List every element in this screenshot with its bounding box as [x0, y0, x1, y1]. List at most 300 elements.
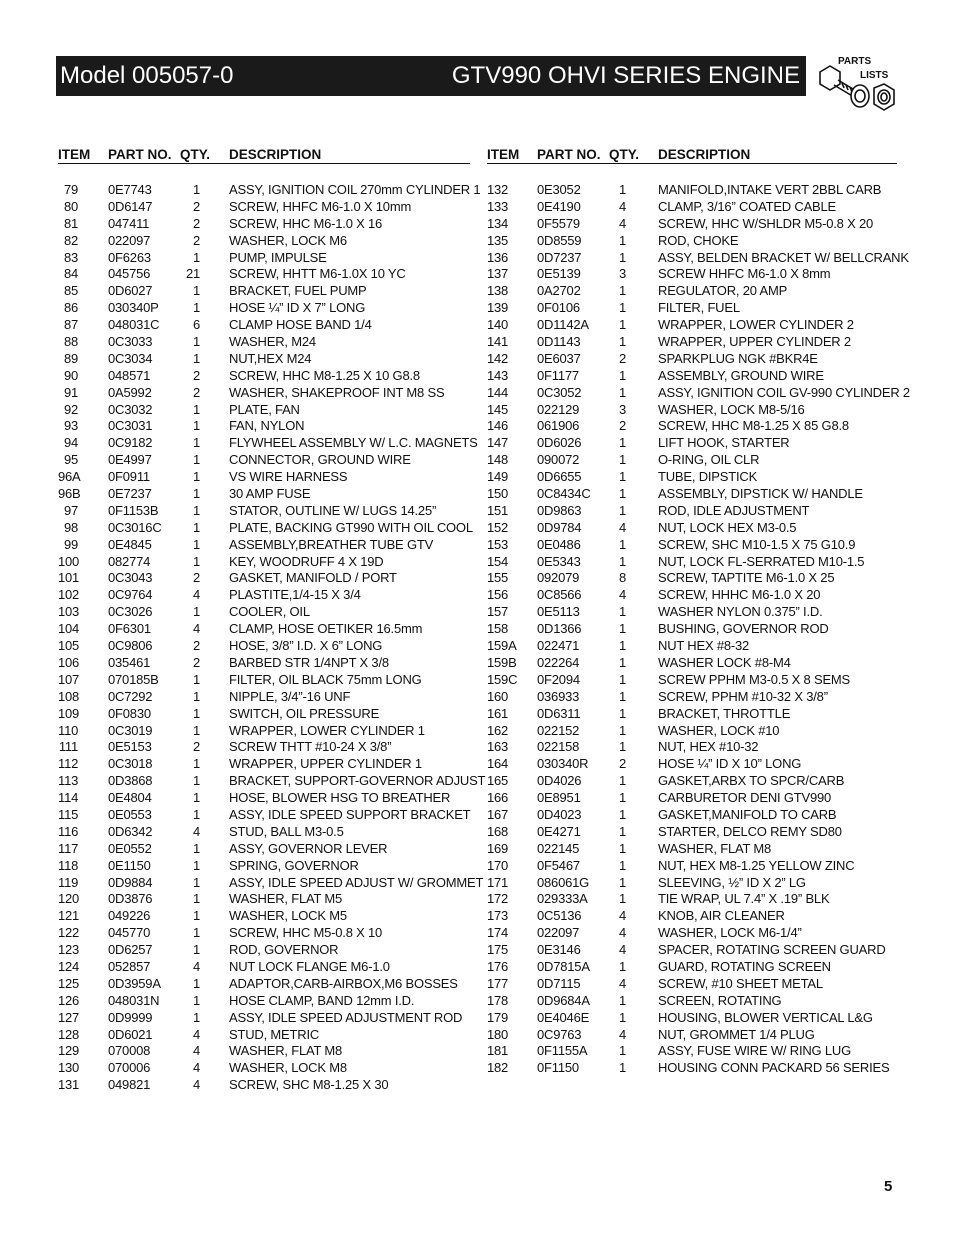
quantity: 2: [192, 570, 200, 586]
quantity: 1: [618, 857, 626, 873]
item-number: 133: [487, 198, 509, 214]
table-row: [487, 655, 897, 672]
table-row: [58, 1027, 470, 1044]
item-number: 175: [487, 942, 509, 958]
part-number: 0E3052: [537, 182, 581, 197]
quantity: 1: [618, 739, 626, 755]
table-row: [58, 402, 470, 419]
description: SCREW, HHC M6-1.0 X 16: [229, 215, 383, 231]
part-number: 022158: [537, 739, 580, 755]
table-row: [58, 1010, 470, 1027]
quantity: 1: [192, 925, 200, 941]
part-number: 070006: [108, 1060, 151, 1076]
part-number: 0D1142A: [537, 317, 589, 333]
description: TUBE, DIPSTICK: [658, 469, 758, 485]
table-row: [487, 452, 897, 469]
part-number: 0D3868: [108, 773, 153, 789]
description: HOSE, 3/8” I.D. X 6” LONG: [229, 638, 383, 654]
description: SCREW, HHC M8-1.25 X 85 G8.8: [658, 418, 849, 434]
item-number: 146: [487, 418, 509, 434]
part-number: 0C3016C: [108, 519, 162, 535]
table-row: [487, 351, 897, 368]
quantity: 1: [618, 367, 626, 383]
part-number: 0C3052: [537, 384, 582, 400]
item-number: 140: [487, 317, 509, 333]
table-row: [58, 706, 470, 723]
quantity: 4: [618, 519, 626, 535]
quantity: 1: [192, 891, 200, 907]
description: SCREW, #10 SHEET METAL: [658, 975, 823, 991]
table-row: [58, 233, 470, 250]
item-number: 131: [58, 1077, 80, 1093]
item-number: 122: [58, 925, 80, 941]
item-number: 178: [487, 992, 509, 1008]
description: BARBED STR 1/4NPT X 3/8: [229, 654, 389, 670]
item-number: 160: [487, 688, 509, 704]
item-number: 166: [487, 790, 509, 806]
table-row: [487, 1043, 897, 1060]
part-number: 0E3146: [537, 942, 581, 958]
table-row: [487, 520, 897, 537]
description: HOUSING, BLOWER VERTICAL L&G: [658, 1009, 873, 1025]
part-number: 0C3019: [108, 722, 153, 738]
description: SCREW, HHC M8-1.25 X 10 G8.8: [229, 367, 420, 383]
quantity: 4: [618, 908, 626, 924]
part-number: 0E8951: [537, 790, 581, 806]
table-row: [487, 925, 897, 942]
quantity: 2: [192, 198, 200, 214]
quantity: 1: [618, 654, 626, 670]
table-row: [58, 216, 470, 233]
part-number: 092079: [537, 570, 580, 586]
quantity: 1: [618, 1009, 626, 1025]
item-number: 119: [58, 874, 79, 890]
table-row: [58, 891, 470, 908]
part-number: 0C3018: [108, 756, 153, 772]
description: WRAPPER, LOWER CYLINDER 2: [658, 317, 854, 333]
item-number: 150: [487, 486, 509, 502]
quantity: 1: [618, 182, 626, 197]
quantity: 4: [618, 975, 626, 991]
item-number: 155: [487, 570, 509, 586]
item-number: 157: [487, 604, 509, 620]
quantity: 2: [192, 638, 200, 654]
table-row: [58, 993, 470, 1010]
table-row: [487, 1060, 897, 1077]
table-row: [58, 976, 470, 993]
quantity: 1: [192, 992, 200, 1008]
table-row: [58, 638, 470, 655]
part-number: 049821: [108, 1077, 151, 1093]
description: NUT,HEX M24: [229, 350, 312, 366]
part-number: 0F1153B: [108, 502, 159, 518]
table-row: [58, 942, 470, 959]
table-row: [58, 723, 470, 740]
quantity: 1: [192, 435, 200, 451]
item-number: 79: [63, 182, 78, 197]
part-number: 0E0553: [108, 806, 152, 822]
item-number: 180: [487, 1026, 509, 1042]
quantity: 1: [618, 283, 626, 299]
item-number: 115: [58, 806, 79, 822]
part-number: 0D9784: [537, 519, 582, 535]
part-number: 0E4046E: [537, 1009, 590, 1025]
table-row: [487, 587, 897, 604]
item-number: 89: [63, 350, 78, 366]
table-row: [58, 300, 470, 317]
quantity: 1: [618, 604, 626, 620]
quantity: 21: [186, 266, 201, 282]
part-number: 0C9764: [108, 587, 153, 603]
part-number: 0C3033: [108, 334, 153, 350]
description: CLAMP, 3/16” COATED CABLE: [658, 198, 837, 214]
quantity: 1: [192, 806, 200, 822]
description: ROD, IDLE ADJUSTMENT: [658, 502, 810, 518]
part-number: 0D6257: [108, 942, 153, 958]
description: WRAPPER, UPPER CYLINDER 2: [658, 334, 851, 350]
item-number: 149: [487, 469, 509, 485]
part-number: 0D6147: [108, 198, 153, 214]
table-row: [487, 283, 897, 300]
table-row: [487, 638, 897, 655]
item-number: 153: [487, 536, 509, 552]
description: WASHER LOCK #8-M4: [658, 654, 791, 670]
item-number: 97: [63, 502, 78, 518]
table-row: [58, 959, 470, 976]
description: WASHER, LOCK M6: [229, 232, 347, 248]
item-number: 113: [58, 773, 79, 789]
quantity: 4: [618, 198, 626, 214]
quantity: 2: [192, 384, 200, 400]
quantity: 4: [192, 621, 200, 637]
quantity: 1: [192, 283, 200, 299]
quantity: 4: [192, 587, 200, 603]
item-number: 92: [63, 401, 78, 417]
table-row: [58, 790, 470, 807]
item-number: 83: [63, 249, 78, 265]
item-number: 126: [58, 992, 80, 1008]
item-number: 109: [58, 705, 80, 721]
header-qty: QTY.: [609, 147, 640, 162]
item-number: 125: [58, 975, 80, 991]
part-number: 0E4804: [108, 790, 152, 806]
description: WASHER, LOCK #10: [658, 722, 780, 738]
quantity: 4: [618, 1026, 626, 1042]
part-number: 0D7815A: [537, 958, 590, 974]
description: ASSY, IGNITION COIL GV-990 CYLINDER 2: [658, 384, 910, 400]
part-number: 0E4845: [108, 536, 152, 552]
item-number: 162: [487, 722, 509, 738]
item-number: 132: [487, 182, 509, 197]
table-row: [487, 773, 897, 790]
quantity: 1: [192, 671, 200, 687]
item-number: 86: [63, 300, 78, 316]
item-number: 124: [58, 958, 80, 974]
description: CARBURETOR DENI GTV990: [658, 790, 832, 806]
quantity: 1: [618, 840, 626, 856]
part-number: 022152: [537, 722, 580, 738]
item-number: 177: [487, 975, 509, 991]
description: HOSE CLAMP, BAND 12mm I.D.: [229, 992, 415, 1008]
item-number: 169: [487, 840, 509, 856]
item-number: 102: [58, 587, 80, 603]
description: WASHER, LOCK M8: [229, 1060, 347, 1076]
item-number: 84: [63, 266, 78, 282]
part-number: 0E1150: [108, 857, 151, 873]
part-number: 047411: [108, 215, 150, 231]
table-row: [58, 266, 470, 283]
quantity: 2: [192, 215, 200, 231]
part-number: 0C3031: [108, 418, 153, 434]
header-qty: QTY.: [180, 147, 211, 162]
description: CLAMP HOSE BAND 1/4: [229, 317, 372, 333]
table-row: [58, 587, 470, 604]
table-row: [487, 959, 897, 976]
table-row: [487, 706, 897, 723]
table-row: [58, 858, 470, 875]
description: NUT, HEX #10-32: [658, 739, 759, 755]
table-row: [58, 199, 470, 216]
quantity: 2: [618, 350, 626, 366]
description: SCREW, HHC M5-0.8 X 10: [229, 925, 383, 941]
description: CONNECTOR, GROUND WIRE: [229, 452, 411, 468]
item-number: 96B: [58, 486, 81, 502]
item-number: 176: [487, 958, 509, 974]
description: WASHER, FLAT M8: [658, 840, 772, 856]
description: ASSY, IGNITION COIL 270mm CYLINDER 1: [229, 182, 481, 197]
quantity: 1: [192, 536, 200, 552]
description: NUT, LOCK HEX M3-0.5: [658, 519, 797, 535]
item-number: 173: [487, 908, 509, 924]
table-row: [487, 756, 897, 773]
table-row: [58, 908, 470, 925]
description: SCREEN, ROTATING: [658, 992, 782, 1008]
table-row: [487, 537, 897, 554]
part-number: 0D1143: [537, 334, 581, 350]
description: SCREW, TAPTITE M6-1.0 X 25: [658, 570, 835, 586]
quantity: 4: [192, 958, 200, 974]
table-row: [487, 891, 897, 908]
part-number: 0F0830: [108, 705, 151, 721]
item-number: 144: [487, 384, 509, 400]
nut-bolt-icon: [812, 54, 902, 124]
item-number: 121: [58, 908, 80, 924]
part-number: 052857: [108, 958, 151, 974]
part-number: 022129: [537, 401, 580, 417]
description: STUD, METRIC: [229, 1026, 320, 1042]
item-number: 128: [58, 1026, 80, 1042]
table-row: [58, 537, 470, 554]
table-row: [487, 621, 897, 638]
description: NUT, GROMMET 1/4 PLUG: [658, 1026, 815, 1042]
part-number: 0E4190: [537, 198, 581, 214]
part-number: 0E5113: [537, 604, 580, 620]
description: TIE WRAP, UL 7.4” X .19” BLK: [658, 891, 830, 907]
description: SCREW, HHTT M6-1.0X 10 YC: [229, 266, 406, 282]
table-row: [487, 249, 909, 267]
header-part-no: PART NO.: [537, 147, 601, 162]
description: WRAPPER, LOWER CYLINDER 1: [229, 722, 425, 738]
item-number: 96A: [58, 469, 81, 485]
quantity: 1: [618, 705, 626, 721]
description: GASKET,MANIFOLD TO CARB: [658, 806, 837, 822]
item-number: 90: [63, 367, 78, 383]
table-row: [58, 368, 470, 385]
quantity: 1: [192, 773, 200, 789]
description: ADAPTOR,CARB-AIRBOX,M6 BOSSES: [229, 975, 458, 991]
quantity: 4: [618, 925, 626, 941]
description: FAN, NYLON: [229, 418, 305, 434]
table-row: [58, 1060, 470, 1077]
item-number: 136: [487, 249, 509, 265]
quantity: 1: [618, 317, 626, 333]
description: SCREW THTT #10-24 X 3/8”: [229, 739, 392, 755]
item-number: 179: [487, 1009, 509, 1025]
part-number: 0D7237: [537, 249, 582, 265]
part-number: 0C7292: [108, 688, 153, 704]
item-number: 181: [487, 1043, 509, 1059]
part-number: 0D6311: [537, 705, 581, 721]
table-row: [487, 402, 897, 419]
table-row: [487, 824, 897, 841]
part-number: 0C9763: [537, 1026, 582, 1042]
description: WRAPPER, UPPER CYLINDER 1: [229, 756, 422, 772]
quantity: 3: [618, 401, 626, 417]
part-number: 0D4023: [537, 806, 582, 822]
part-number: 0D3876: [108, 891, 153, 907]
table-row: [58, 925, 470, 942]
part-number: 061906: [537, 418, 580, 434]
description: SCREW, HHFC M6-1.0 X 10mm: [229, 198, 412, 214]
parts-column-left: [58, 146, 486, 1094]
table-row: [487, 841, 897, 858]
table-row: [58, 418, 470, 435]
quantity: 1: [618, 891, 626, 907]
table-row: [487, 942, 897, 959]
part-number: 0D6342: [108, 823, 153, 839]
description: KEY, WOODRUFF 4 X 19D: [229, 553, 384, 569]
table-row: [487, 1010, 897, 1027]
table-row: [58, 621, 470, 638]
quantity: 1: [192, 840, 200, 856]
table-row: [487, 739, 897, 756]
quantity: 1: [618, 823, 626, 839]
part-number: 0D9684A: [537, 992, 590, 1008]
table-row: [487, 317, 897, 334]
description: SLEEVING, ½” ID X 2” LG: [658, 874, 806, 890]
table-row: [58, 519, 473, 537]
description: BRACKET, THROTTLE: [658, 705, 791, 721]
quantity: 1: [192, 790, 200, 806]
item-number: 139: [487, 300, 509, 316]
item-number: 106: [58, 654, 80, 670]
item-number: 85: [63, 283, 78, 299]
quantity: 1: [192, 350, 200, 366]
description: REGULATOR, 20 AMP: [658, 283, 788, 299]
description: WASHER, FLAT M5: [229, 891, 343, 907]
description: ASSEMBLY, DIPSTICK W/ HANDLE: [658, 486, 863, 502]
part-number: 0F5579: [537, 215, 580, 231]
item-number: 165: [487, 773, 509, 789]
quantity: 1: [192, 249, 200, 265]
description: ASSEMBLY, GROUND WIRE: [658, 367, 824, 383]
table-row: [487, 790, 897, 807]
table-row: [58, 841, 470, 858]
description: O-RING, OIL CLR: [658, 452, 760, 468]
description: ASSY, IDLE SPEED ADJUST W/ GROMMET: [229, 874, 484, 890]
part-number: 030340R: [537, 756, 589, 772]
table-row: [58, 503, 470, 520]
part-number: 0C3043: [108, 570, 153, 586]
quantity: 1: [192, 553, 200, 569]
table-row: [487, 908, 897, 925]
item-number: 143: [487, 367, 509, 383]
table-row: [487, 469, 897, 486]
part-number: 022097: [537, 925, 580, 941]
item-number: 170: [487, 857, 509, 873]
description: SPARKPLUG NGK #BKR4E: [658, 350, 818, 366]
description: STARTER, DELCO REMY SD80: [658, 823, 842, 839]
quantity: 1: [618, 249, 626, 265]
table-row: [58, 385, 470, 402]
part-number: 0D9884: [108, 874, 153, 890]
quantity: 1: [618, 671, 626, 687]
table-row: [58, 486, 470, 503]
item-number: 99: [63, 536, 78, 552]
quantity: 1: [618, 435, 626, 451]
table-row: [58, 773, 486, 790]
description: NUT LOCK FLANGE M6-1.0: [229, 958, 390, 974]
item-number: 103: [58, 604, 80, 620]
description: HOSE ¼” ID X 10” LONG: [658, 756, 802, 772]
item-number: 130: [58, 1060, 80, 1076]
part-number: 022264: [537, 654, 580, 670]
description: MANIFOLD,INTAKE VERT 2BBL CARB: [658, 182, 882, 197]
item-number: 108: [58, 688, 80, 704]
table-row: [487, 993, 897, 1010]
part-number: 0A2702: [537, 283, 581, 299]
table-row: [487, 604, 897, 621]
description: BUSHING, GOVERNOR ROD: [658, 621, 829, 637]
table-row: [487, 233, 897, 250]
part-number: 036933: [537, 688, 580, 704]
header-item: ITEM: [487, 147, 520, 162]
item-number: 154: [487, 553, 509, 569]
part-number: 0D1366: [537, 621, 582, 637]
part-number: 0F1150: [537, 1060, 579, 1076]
item-number: 116: [58, 823, 79, 839]
table-row: [487, 554, 897, 571]
item-number: 94: [63, 435, 78, 451]
part-number: 0D8559: [537, 232, 582, 248]
part-number: 086061G: [537, 874, 590, 890]
quantity: 4: [192, 823, 200, 839]
item-number: 111: [58, 739, 78, 755]
description: SPACER, ROTATING SCREEN GUARD: [658, 942, 886, 958]
item-number: 172: [487, 891, 509, 907]
table-row: [487, 503, 897, 520]
quantity: 2: [192, 739, 200, 755]
engine-title: GTV990 OHVI SERIES ENGINE: [451, 62, 800, 89]
part-number: 0E4271: [537, 823, 581, 839]
description: ASSY, FUSE WIRE W/ RING LUG: [658, 1043, 852, 1059]
part-number: 082774: [108, 553, 151, 569]
part-number: 0C9182: [108, 435, 153, 451]
part-number: 0E4997: [108, 452, 152, 468]
part-number: 0F1177: [537, 367, 579, 383]
part-number: 0C5136: [537, 908, 582, 924]
item-number: 163: [487, 739, 509, 755]
